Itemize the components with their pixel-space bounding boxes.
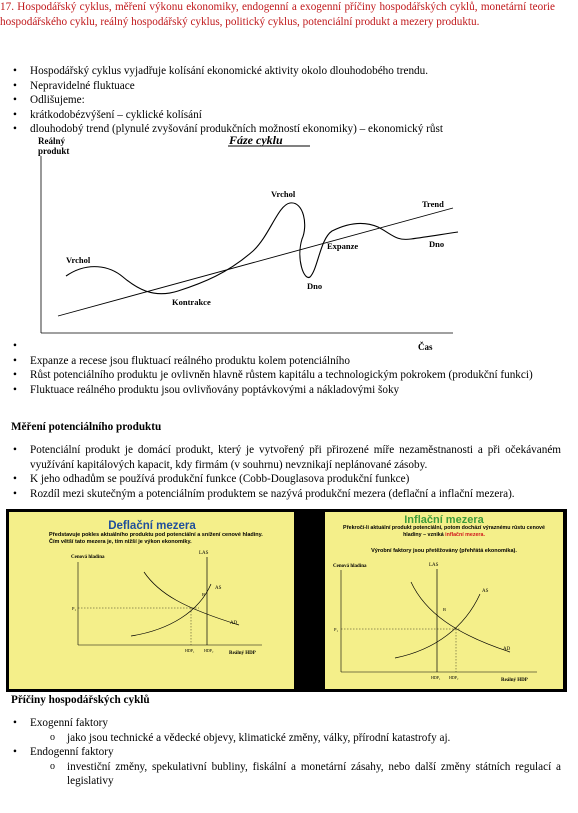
label-kontrakce: Kontrakce bbox=[172, 297, 211, 307]
x-axis-label: Reálný HDP bbox=[501, 678, 528, 683]
label-expanze: Expanze bbox=[327, 241, 359, 251]
panel-subtitle-2: Výrobní faktory jsou přetěžovány (přehřátá ekonomika). bbox=[371, 548, 517, 554]
list-item: • Potenciální produkt je domácí produkt, který je vytvořený při přirozené míře nezaměstnanosti a při očekávaném využívání kapitálových kapacit, kdy firmám (v souhrnu) nevznikají neplánované zásoby. bbox=[11, 443, 561, 472]
y-axis-label-line2: produkt bbox=[38, 146, 70, 156]
list-item-endogenous: • Endogenní faktory o investiční změny, spekulativní bubliny, fiskální a monetární zásahy, nebo další změny státních regulací a legislativy bbox=[11, 745, 561, 789]
business-cycle-diagram bbox=[28, 131, 468, 356]
inflation-gap-chart bbox=[325, 512, 563, 689]
las-label: LAS bbox=[429, 563, 439, 568]
hdp1-label: HDP₁ bbox=[185, 648, 195, 653]
intro-bullet-list bbox=[11, 64, 566, 137]
label-trend: Trend bbox=[422, 199, 444, 209]
inflation-gap-panel bbox=[325, 512, 563, 689]
list-item: • Hospodářský cyklus vyjadřuje kolísání ekonomické aktivity okolo dlouhodobého trendu. bbox=[11, 64, 566, 79]
las-label: LAS bbox=[199, 551, 209, 556]
cycle-bullet-list bbox=[11, 339, 561, 397]
chart-title: Fáze cyklu bbox=[229, 133, 283, 147]
list-item: • krátkodobézvýšení – cyklické kolísání bbox=[11, 108, 566, 123]
measurement-bullet-list bbox=[11, 443, 561, 501]
x-axis-label: Čas bbox=[418, 342, 433, 352]
sub-list-item: o investiční změny, spekulativní bubliny, fiskální a monetární zásahy, nebo další změny státních regulací a legislativy bbox=[30, 760, 561, 789]
x-axis-label: Reálný HDP bbox=[229, 651, 256, 656]
as-curve bbox=[131, 584, 211, 636]
ad-curve bbox=[144, 572, 239, 625]
point-label: B bbox=[443, 607, 447, 612]
as-curve bbox=[395, 594, 480, 658]
list-item: • Nepravidelné fluktuace bbox=[11, 79, 566, 94]
as-label: AS bbox=[482, 589, 489, 594]
y-axis-label: Cenová hladina bbox=[71, 555, 105, 560]
sub-list-item: o jako jsou technické a vědecké objevy, klimatické změny, války, přírodní katastrofy aj. bbox=[30, 731, 561, 746]
deflation-gap-chart bbox=[9, 512, 294, 689]
list-item: • Odlišujeme: bbox=[11, 93, 566, 108]
list-item: • Fluktuace reálného produktu jsou ovlivňovány poptávkovými a nákladovými šoky bbox=[11, 383, 561, 398]
price-label: P₁ bbox=[334, 627, 339, 632]
price-label: P₁ bbox=[72, 606, 77, 611]
ad-curve bbox=[411, 582, 510, 652]
y-axis-label-line1: Reálný bbox=[38, 136, 65, 146]
section-heading-causes: Příčiny hospodářských cyklů bbox=[11, 694, 150, 706]
as-label: AS bbox=[215, 586, 222, 591]
label-vrchol-top: Vrchol bbox=[271, 189, 296, 199]
deflation-gap-panel bbox=[9, 512, 294, 689]
list-item-exogenous: • Exogenní faktory o jako jsou technické a vědecké objevy, klimatické změny, války, přírodní katastrofy aj. bbox=[11, 716, 561, 745]
trend-line bbox=[58, 208, 453, 316]
hdp1-label: HDP₁ bbox=[431, 675, 441, 680]
list-item: • K jeho odhadům se používá produkční funkce (Cobb-Douglasova produkční funkce) bbox=[11, 472, 561, 487]
list-item: • Růst potenciálního produktu je ovlivněn hlavně růstem kapitálu a technologickým pokrokem (produkční funkci) bbox=[11, 368, 561, 383]
panel-subtitle: Překročí-li aktuální produkt potenciální, potom dochází výraznému růstu cenové hladiny – vzniká inflační mezera. bbox=[343, 525, 545, 538]
cycle-curve bbox=[66, 203, 458, 294]
hdp2-label: HDP₂ bbox=[204, 648, 214, 653]
label-vrchol-left: Vrchol bbox=[66, 255, 91, 265]
label-dno-mid: Dno bbox=[307, 281, 323, 291]
list-item: • Rozdíl mezi skutečným a potenciálním produktem se nazývá produkční mezera (deflační a inflační mezera). bbox=[11, 487, 561, 502]
list-item: • Expanze a recese jsou fluktuací reálného produktu kolem potenciálního bbox=[11, 354, 561, 369]
subtitle-highlight: inflační mezera. bbox=[445, 531, 485, 538]
panel-title: Inflační mezera bbox=[404, 514, 484, 526]
section-heading-measurement: Měření potenciálního produktu bbox=[11, 421, 162, 433]
label-dno-right: Dno bbox=[429, 239, 445, 249]
hdp2-label: HDP₂ bbox=[449, 675, 459, 680]
y-axis-label: Cenová hladina bbox=[333, 564, 367, 569]
list-item bbox=[11, 339, 561, 354]
document-heading: 17. Hospodářský cyklus, měření výkonu ekonomiky, endogenní a exogenní příčiny hospodářských cyklů, monetární teorie hospodářského cyklu, reálný hospodářský cyklus, politický cyklus, potenciální produkt a mezery produktu. bbox=[0, 1, 555, 28]
ad-label: AD bbox=[230, 621, 238, 626]
list-item: • dlouhodobý trend (plynulé zvyšování produkčních možností ekonomiky) – ekonomický růst bbox=[11, 122, 566, 137]
point-label: B bbox=[202, 592, 206, 597]
causes-list bbox=[11, 716, 561, 789]
ad-label: AD bbox=[503, 647, 511, 652]
panel-subtitle: Představuje pokles aktuálního produktu pod potenciální a snížení cenové hladiny. Čím větší tato mezera je, tím nižší je výkon ekonomiky. bbox=[49, 532, 263, 545]
panel-title: Deflační mezera bbox=[108, 520, 196, 532]
